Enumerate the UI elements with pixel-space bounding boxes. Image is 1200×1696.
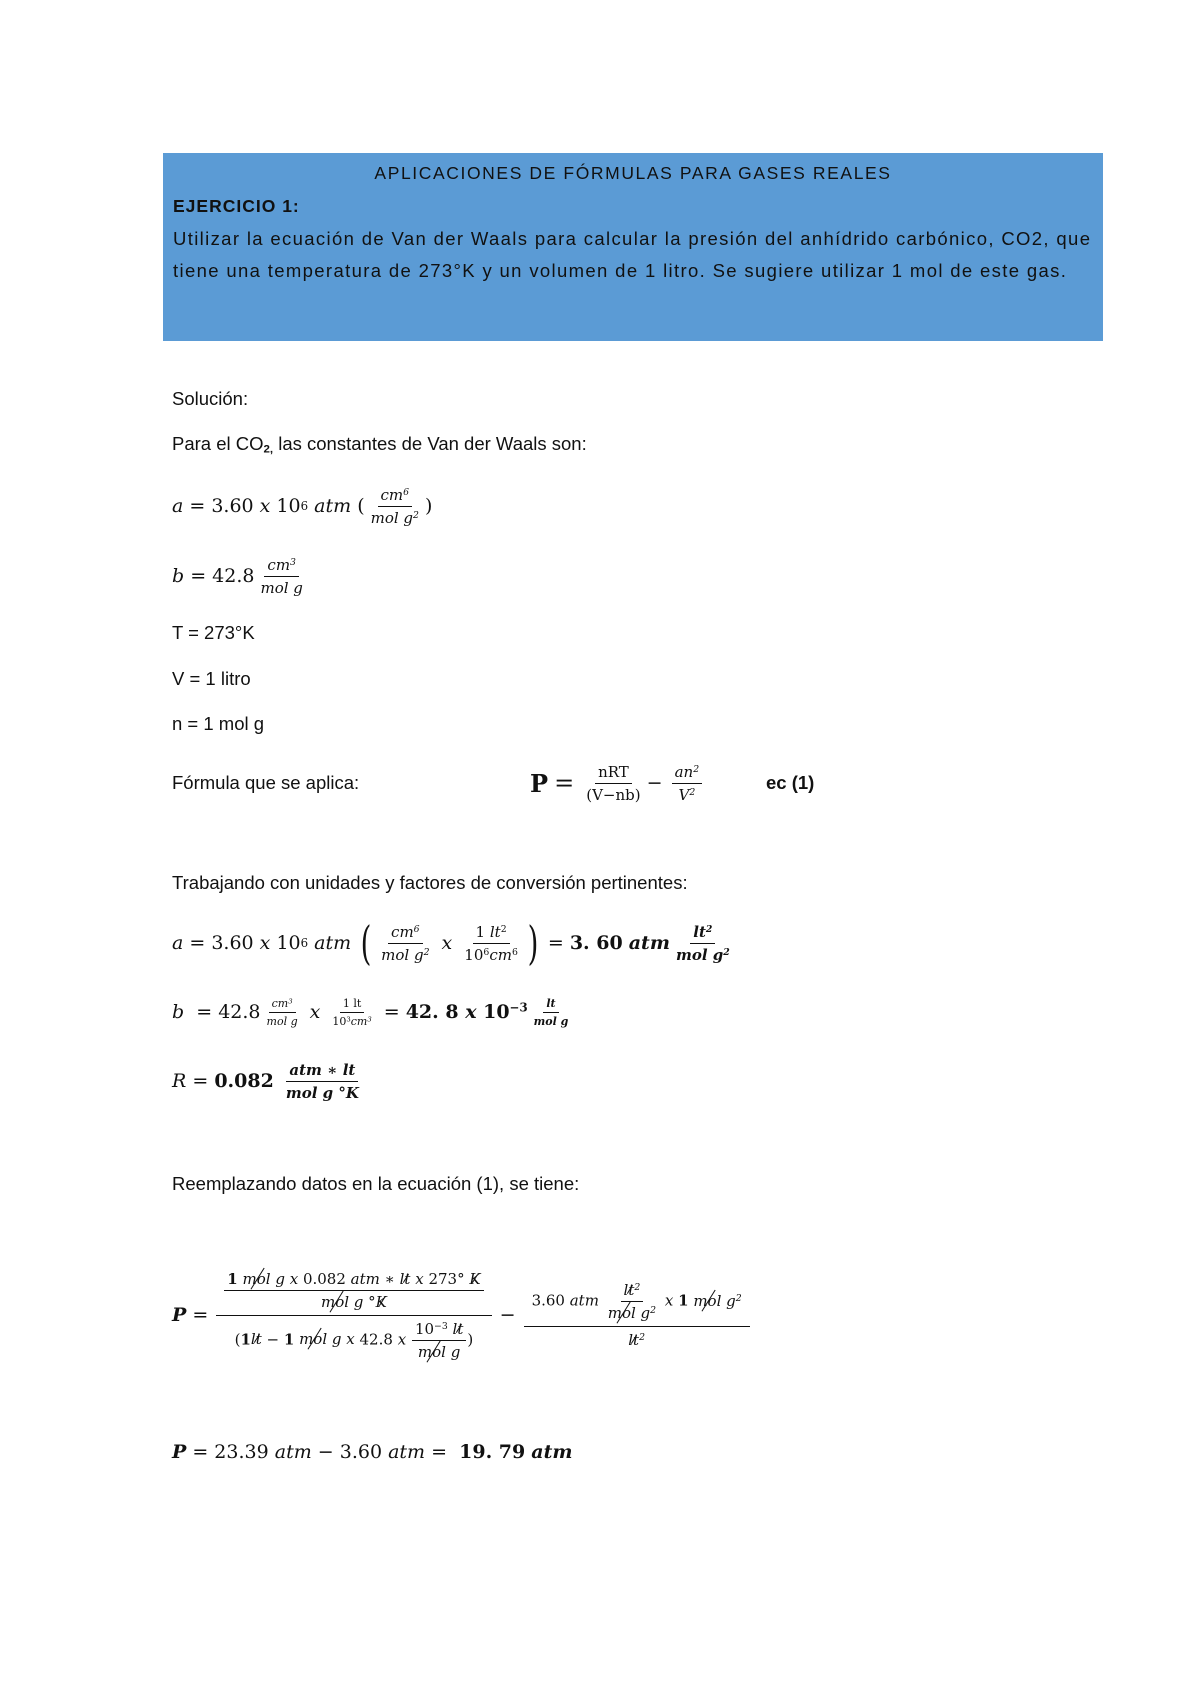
- exercise-statement: Utilizar la ecuación de Van der Waals para calcular la presión del anhídrido carbónico, CO2, que tiene una temperatura de 273°K y un volumen de 1 litro. Se sugiere utilizar 1 mol de este gas.: [173, 228, 1092, 281]
- volume-value: V = 1 litro: [172, 668, 251, 689]
- a-value: 3.60: [211, 495, 254, 517]
- r-value: 0.082: [214, 1070, 274, 1092]
- equation-a-conversion: a = 3.60 x 10 6 atm ( $\frac{cm^6}{mol g^2}$ x $\frac{1 lt^2}{10^6cm^6}$ ) = 3. 60 atm $\frac{lt^2}{mol g^2}$: [172, 916, 730, 970]
- constants-intro-pre: Para el CO: [172, 433, 264, 454]
- replace-intro: Reemplazando datos en la ecuación (1), se tiene:: [172, 1173, 580, 1194]
- constants-intro: [172, 433, 587, 455]
- equation-a-constant: a = 3.60 x 10 6 atm ( $\frac{cm^6}{mol g^2}$ ): [172, 485, 433, 527]
- pressure-term-b: 3.60: [339, 1441, 383, 1463]
- b-result: 42. 8: [405, 1001, 459, 1023]
- van-der-waals-formula: P = $\frac{\text{nRT}}{(V-nb)}$ − $\frac{an^2}{V^2}$: [530, 752, 705, 814]
- equation-b-conversion: b = 42.8 $\frac{cm^3}{\text{mol g}}$ x $\frac{1 lt}{10^3cm^3}$ = 42. 8 x $10^{-3}$ $\frac{lt}{\text{mol g}}$: [172, 996, 569, 1028]
- b-result-exponent: −3: [509, 1000, 528, 1015]
- equation-b-constant: b = 42.8 $\frac{cm^3}{\text{mol g}}$: [172, 555, 303, 597]
- equation-pressure-substitution: P = $\frac{\text{1 mol g x 0.082 atm ∗ lt x 273° K}}{\text{mol g °K}}$ (1lt − 1 mol g x 42.8 x $\frac{10^{-3} lt}{\text{mol g}}$ ) − 3.60 atm $\frac{lt^2}{mol g^2}$ x 1 mol $g^2$ $lt^2$: [172, 1255, 752, 1375]
- formula-label: Fórmula que se aplica:: [172, 772, 360, 793]
- pressure-term-a: 23.39: [214, 1441, 269, 1463]
- equation-pressure-result: P = 23.39 atm − 3.60 atm = 19. 79 atm: [172, 1441, 573, 1463]
- document-title: APLICACIONES DE FÓRMULAS PARA GASES REALES: [374, 163, 892, 183]
- a-result: 3. 60: [569, 932, 623, 954]
- pressure-result: 19. 79: [459, 1441, 526, 1463]
- equation-r-constant: R = 0.082 $\frac{\text{atm ∗ lt}}{\text{mol g °K}}$: [172, 1060, 359, 1102]
- constants-intro-post: las constantes de Van der Waals son:: [273, 433, 587, 454]
- conversion-intro: Trabajando con unidades y factores de conversión pertinentes:: [172, 872, 688, 893]
- exercise-label: EJERCICIO 1:: [173, 196, 300, 216]
- constants-intro-sub: 2,: [263, 443, 274, 456]
- exercise-banner: [163, 153, 1103, 341]
- solution-label: Solución:: [172, 388, 249, 409]
- temperature-value: T = 273°K: [172, 622, 255, 643]
- equation-tag: ec (1): [766, 772, 815, 793]
- moles-value: n = 1 mol g: [172, 713, 265, 734]
